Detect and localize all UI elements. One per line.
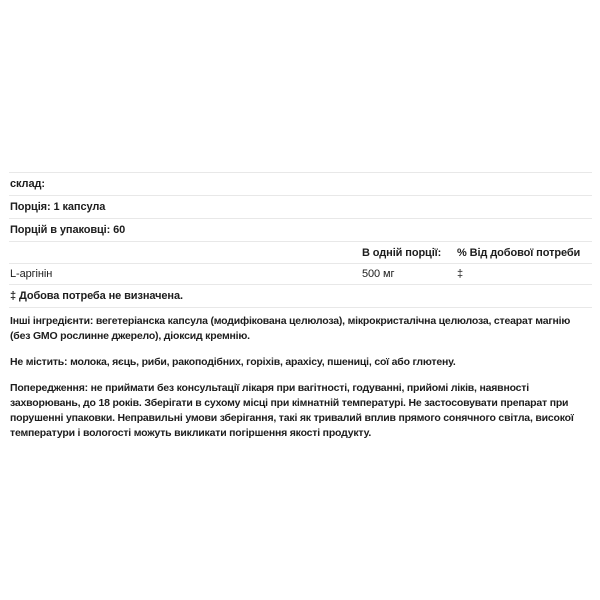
serving-size-label: Порція: 1 капсула	[10, 201, 106, 213]
other-ingredients-paragraph: Інші інгредієнти: вегетеріанска капсула (модифікована целюлоза), мікрокристалічна целюлоза, стеарат магнію (без GMO рослинне джерело), діоксид кремнію.	[10, 315, 571, 342]
servings-per-container-row	[9, 218, 592, 241]
warnings-paragraph: Попередження: не приймати без консультації лікаря при вагітності, годуванні, прийомі ліків, наявності захворювань, до 18 років. Зберігати в сухому місці при кімнатній температурі. Не застосовувати препарат при порушенні упаковки. Неправильні умови зберігання, такі як тривалий вплив прямого сонячного світла, високої температури і вологості можуть викликати погіршення якості продукту.	[10, 382, 574, 439]
composition-label: склад:	[10, 178, 45, 190]
servings-per-container-label: Порцій в упаковці: 60	[10, 224, 126, 236]
nutrition-table-header-row	[9, 241, 592, 263]
label-paragraphs	[9, 308, 592, 441]
daily-value-footnote: ‡ Добова потреба не визначена.	[10, 290, 183, 302]
nutrient-amount: 500 мг	[362, 268, 395, 280]
nutrient-name: L-аргінін	[10, 268, 53, 280]
serving-size-row	[9, 195, 592, 218]
per-serving-column-header: В одній порції:	[362, 246, 442, 259]
composition-row	[9, 172, 592, 195]
allergen-free-paragraph: Не містить: молока, яєць, риби, ракоподібних, горіхів, арахісу, пшениці, сої або глютену.	[10, 356, 456, 368]
daily-value-column-header: % Від добової потреби	[457, 246, 581, 259]
nutrient-daily-value: ‡	[457, 268, 464, 280]
nutrient-row	[9, 263, 592, 284]
daily-value-footnote-row	[9, 284, 592, 307]
supplement-facts-panel	[9, 172, 592, 452]
